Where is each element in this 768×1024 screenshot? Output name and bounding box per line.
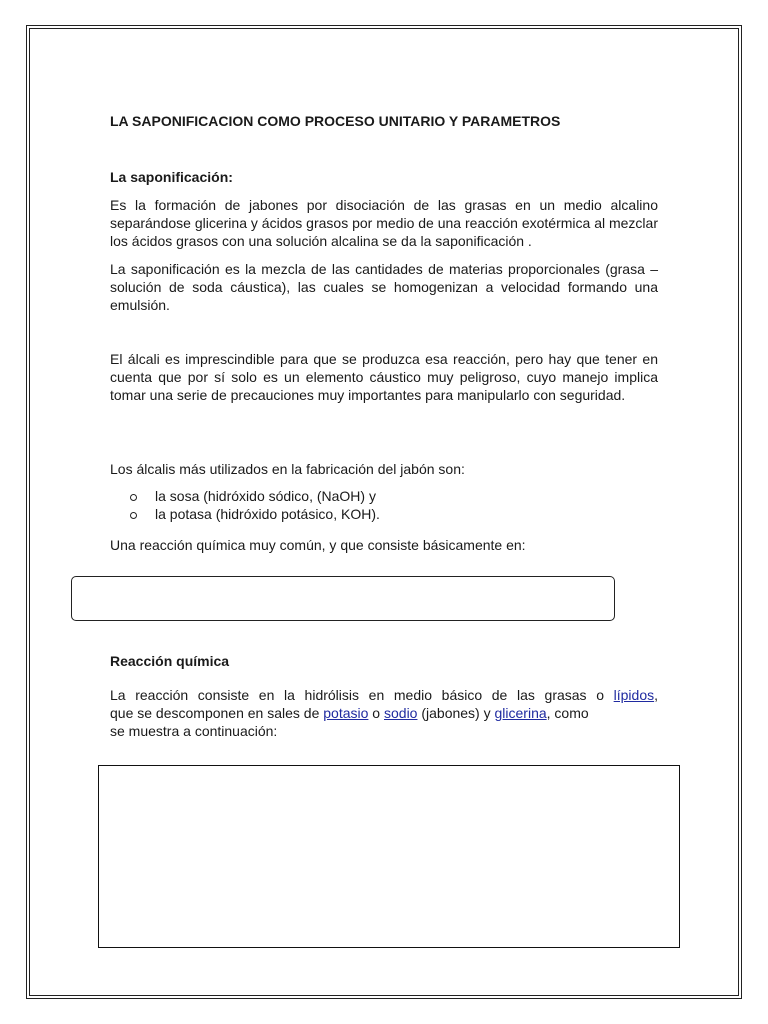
list-item-text: la sosa (hidróxido sódico, (NaOH) y [155, 488, 376, 504]
bullet-circle-icon [130, 512, 137, 519]
list-item [130, 487, 380, 505]
link-sodio[interactable]: sodio [384, 705, 418, 721]
text-span: La reacción consiste en la hidrólisis en medio básico de las grasas o [110, 687, 614, 703]
text-span: , [654, 687, 658, 703]
list-item-text: la potasa (hidróxido potásico, KOH). [155, 506, 380, 522]
text-span: o [368, 705, 384, 721]
alkali-bullet-list [130, 487, 380, 523]
text-span: (jabones) y [417, 705, 495, 721]
paragraph-alkali: El álcali es imprescindible para que se produzca esa reacción, pero hay que tener en cuenta que por sí solo es un elemento cáustico muy peligroso, cuyo manejo implica tomar una serie de precauciones muy importantes para manipularlo con seguridad. [110, 351, 658, 403]
empty-rounded-text-box [71, 576, 615, 621]
empty-figure-box [98, 765, 680, 948]
reaction-text-line-1 [110, 686, 658, 704]
reaction-text-line-2 [110, 704, 589, 722]
link-potasio[interactable]: potasio [323, 705, 369, 721]
document-title: LA SAPONIFICACION COMO PROCESO UNITARIO Y PARAMETROS [110, 113, 561, 129]
paragraph-alkalis-list-intro: Los álcalis más utilizados en la fabricación del jabón son: [110, 461, 465, 477]
reaction-text-line-3: se muestra a continuación: [110, 723, 278, 739]
list-item [130, 505, 380, 523]
paragraph-mixture: La saponificación es la mezcla de las cantidades de materias proporcionales (grasa –solución de soda cáustica), las cuales se homogenizan a velocidad formando una emulsión. [110, 261, 658, 313]
link-lipidos[interactable]: lípidos [613, 687, 655, 703]
text-span: que se descomponen en sales de [110, 705, 324, 721]
text-span: , como [546, 705, 589, 721]
paragraph-reaction-intro: Una reacción química muy común, y que consiste básicamente en: [110, 537, 526, 553]
section-heading-reaccion-quimica: Reacción química [110, 653, 230, 669]
paragraph-definition: Es la formación de jabones por disociación de las grasas en un medio alcalino separándose glicerina y ácidos grasos por medio de una reacción exotérmica al mezclar los ácidos grasos con una solución alcalina se da la saponificación . [110, 197, 658, 249]
section-heading-saponificacion: La saponificación: [110, 169, 233, 185]
bullet-circle-icon [130, 494, 137, 501]
link-glicerina[interactable]: glicerina [494, 705, 547, 721]
